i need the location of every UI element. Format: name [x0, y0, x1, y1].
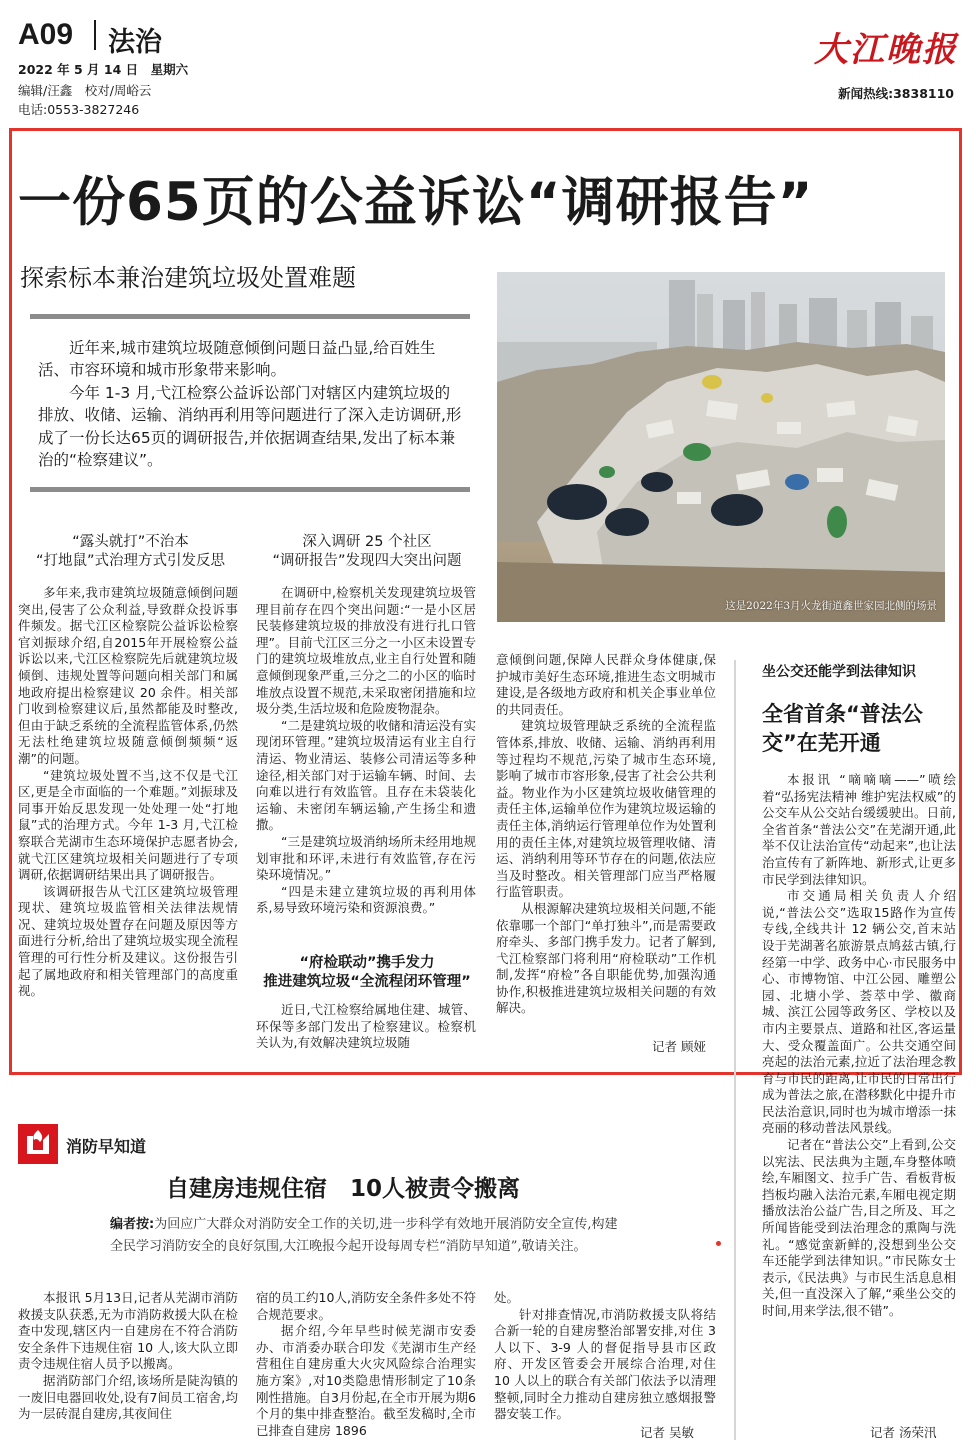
side-headline: 全省首条“普法公交”在芜开通: [762, 702, 923, 755]
paragraph: 宿的员工约10人,消防安全条件多处不符合规范要求。: [256, 1290, 476, 1322]
article-column-3: [496, 652, 716, 1017]
photo-illustration: [497, 272, 945, 622]
paragraph: 本报讯 5月13日,记者从芜湖市消防救援支队获悉,无为市消防救援大队在检查中发现,辖区内一自建房在不符合消防安全条件下违规住宿 10 人,该大队立即责令违规住宿人员予以搬离。: [18, 1290, 238, 1372]
fire-column-2: [256, 1290, 476, 1439]
article-byline: 记者 顾娅: [652, 1039, 706, 1054]
decorative-dot: [716, 1241, 721, 1246]
editor-credit: 编辑/汪鑫 校对/周峪云: [18, 83, 152, 98]
paragraph: 据介绍,今年早些时候芜湖市安委办、市消委办联合印发《芜湖市生产经营租住自建房重大火灾风险综合治理实施方案》,对10类隐患情形制定了10条刚性措施。自3月份起,在全市开展为期6个月的集中排查整治。截至发稿时,全市已排查自建房 1896: [256, 1323, 476, 1438]
subhead-section-3: [256, 954, 478, 992]
paragraph: 多年来,我市建筑垃圾随意倾倒问题突出,侵害了公众利益,导致群众投诉事件频发。据弋江区检察院公益诉讼检察官刘振球介绍,自2015年开展检察公益诉讼以来,弋江区检察院先后就建筑垃圾倾倒、违规处置等问题向相关部门和属地政府提出检察建议 20 余件。相关部门收到检察建议后,虽然都能及时整改,但由于缺乏系统的全流程监管体系,仍然无法杜绝建筑垃圾随意倾倒频频“返潮”的问题。: [18, 585, 238, 766]
subhead-line: “露头就打”不治本: [72, 534, 189, 550]
paragraph: “建筑垃圾处置不当,这不仅是弋江区,更是全市面临的一个难题。”刘振球及同事开始反思发现一处处理一处“打地鼠”式的治理方式。今年 1-3 月,弋江检察联合芜湖市生态环境保护志愿者协会,就弋江区建筑垃圾相关问题进行了专项调研,依据调研结果出具了调研报告。: [18, 767, 238, 883]
subhead-line: 推进建筑垃圾“全流程闭环管理”: [263, 974, 471, 990]
lead-paragraphs: [38, 337, 463, 471]
subhead-line: 深入调研 25 个社区: [302, 534, 432, 550]
paragraph: 本报讯 “嘀嘀嘀——”喷绘着“弘扬宪法精神 维护宪法权威”的公交车从公交站台缓缓驶出。日前,全省首条“普法公交”在芜湖开通,此举不仅让法治宣传“动起来”,也让法治宣传有了新阵地、新形式,让更多市民学到法律知识。: [762, 772, 956, 887]
main-subhead: 探索标本兼治建筑垃圾处置难题: [20, 264, 356, 292]
paragraph: 针对排查情况,市消防救援支队将结合新一轮的自建房整治部署安排,对住 3 人以下、3-9 人的督促指导县市区政府、开发区管委会开展综合治理,对住 10 人以上的联合有关部门依法予以清理整顿,同时全力推动自建房独立感烟报警器安装工作。: [494, 1306, 716, 1422]
main-headline: 一份65页的公益诉讼“调研报告”: [18, 172, 814, 233]
lead-top-rule: [30, 314, 470, 319]
paragraph: “三是建筑垃圾消纳场所未经用地规划审批和环评,未进行有效监管,存在污染环境情况。”: [256, 833, 476, 883]
paragraph: 处。: [494, 1290, 520, 1305]
fire-column-3: [494, 1290, 716, 1423]
paragraph: 该调研报告从弋江区建筑垃圾管理现状、建筑垃圾监管相关法律法规情况、建筑垃圾处置存在问题及原因等方面进行分析,给出了建筑垃圾实现全流程管理的可行性分析及建议。这份报告引起了属地政府和相关管理部门的高度重视。: [18, 883, 238, 999]
subhead-line: “打地鼠”式治理方式引发反思: [35, 553, 226, 569]
side-byline: 记者 汤荣汛: [870, 1425, 937, 1440]
fire-byline: 记者 吴敏: [640, 1425, 694, 1440]
flame-icon: [18, 1124, 58, 1164]
section-name: 法治: [108, 27, 162, 58]
page-number: A09: [18, 18, 74, 51]
construction-waste-photo: [497, 272, 945, 622]
editor-note-label: 编者按:: [110, 1217, 155, 1232]
subhead-line: “府检联动”携手发力: [299, 955, 435, 971]
news-hotline: 新闻热线:3838110: [838, 86, 954, 101]
paragraph: 意倾倒问题,保障人民群众身体健康,保护城市美好生态环境,推进生态文明城市建设,是各级地方政府和机关企事业单位的共同责任。: [496, 652, 716, 717]
editor-note: [110, 1214, 628, 1258]
fire-column-icon: [18, 1124, 58, 1164]
lead-paragraph: 近年来,城市建筑垃圾随意倾倒问题日益凸显,给百姓生活、市容环境和城市形象带来影响。: [38, 339, 436, 380]
editor-note-text: 为回应广大群众对消防安全工作的关切,进一步科学有效地开展消防安全宣传,构建全民学习消防安全的良好氛围,大江晚报今起开设每周专栏“消防早知道”,敬请关注。: [110, 1217, 618, 1254]
lead-bottom-rule: [30, 487, 470, 492]
article-column-2: [256, 585, 476, 917]
newspaper-logo: 大江晚报: [814, 30, 958, 70]
fire-headline: 自建房违规住宿 10人被责令搬离: [166, 1176, 521, 1202]
fire-column-1: [18, 1290, 238, 1423]
paragraph: 从根源解决建筑垃圾相关问题,不能依靠哪一个部门“单打独斗”,而是需要政府牵头、多部门携手发力。记者了解到,弋江检察部门将利用“府检联动”工作机制,发挥“府检”各自职能优势,加强沟通协作,积极推进建筑垃圾相关问题的有效解决。: [496, 900, 716, 1016]
fire-column-name: 消防早知道: [66, 1137, 147, 1156]
paragraph: “二是建筑垃圾的收储和清运没有实现闭环管理。”建筑垃圾清运有业主自行清运、物业清运、装修公司清运等多种途径,相关部门对于运输车辆、时间、去向难以进行有效监管。且存在未袋装化运输、未密闭车辆运输,产生扬尘和遗撒。: [256, 717, 476, 833]
paragraph: “四是未建立建筑垃圾的再利用体系,易导致环境污染和资源浪费。”: [256, 883, 476, 916]
editor-phone: 电话:0553-3827246: [18, 102, 140, 117]
header-divider: [94, 20, 96, 50]
paragraph: 记者在“普法公交”上看到,公交以宪法、民法典为主题,车身整体喷绘,车厢图文、拉手广告、看板背板挡板均融入法治元素,车厢电视定期播放法治公益广告,目之所及、耳之所闻皆能受到法治理念的熏陶与洗礼。“感觉蛮新鲜的,没想到坐公交车还能学到法律知识。”市民陈女士表示,《民法典》与市民生活息息相关,但一直没深入了解,“乘坐公交的时间,用来学法,很不错”。: [762, 1137, 956, 1318]
side-article-body: [762, 772, 956, 1320]
subhead-line: “调研报告”发现四大突出问题: [272, 553, 462, 569]
side-column-divider: [734, 660, 736, 1440]
photo-caption: 这是2022年3月火龙街道鑫世家园北侧的场景: [725, 600, 937, 612]
paragraph: 据消防部门介绍,该场所是陡沟镇的一废旧电器回收处,设有7间员工宿舍,均为一层砖混自建房,其夜间住: [18, 1372, 238, 1422]
subhead-section-1: [18, 533, 243, 571]
article-column-1: [18, 585, 238, 1000]
paragraph: 市交通局相关负责人介绍说,“普法公交”选取15路作为宣传专线,全线共计 12 辆公交,首末站设于芜湖著名旅游景点鸠兹古镇,行经第一中学、政务中心·市民服务中心、市博物馆、中江公园、雕塑公园、北塘小学、荟萃中学、徽商城、滨江公园等政务区、学校以及市内主要景点、道路和社区,客运量大、受众覆盖面广。公共交通空间亮起的法治元素,拉近了法治理念教育与市民的距离,让市民的日常出行成为普法之旅,在潜移默化中提升市民法治意识,同时也为城市增添一抹亮丽的移动普法风景线。: [762, 888, 956, 1136]
side-kicker: 坐公交还能学到法律知识: [762, 664, 916, 680]
issue-date: 2022 年 5 月 14 日 星期六: [18, 62, 189, 77]
paragraph: 建筑垃圾管理缺乏系统的全流程监管体系,排放、收储、运输、消纳再利用等过程均不规范,污染了城市生态环境,影响了城市市容形象,侵害了社会公共利益。物业作为小区建筑垃圾收储管理的责任主体,运输单位作为建筑垃圾运输的责任主体,消纳运行管理单位作为处置利用的责任主体,对建筑垃圾管理收储、清运、消纳利用等环节存在的问题,依法应当及时整改。相关管理部门应当严格履行监管职责。: [496, 718, 716, 900]
lead-paragraph: 今年 1-3 月,弋江检察公益诉讼部门对辖区内建筑垃圾的排放、收储、运输、消纳再利用等问题进行了深入走访调研,形成了一份长达65页的调研报告,并依据调查结果,发出了标本兼治的“检察建议”。: [38, 383, 462, 470]
subhead-section-2: [256, 533, 478, 571]
paragraph: 近日,弋江检察给属地住建、城管、环保等多部门发出了检察建议。检察机关认为,有效解决建筑垃圾随: [256, 1002, 476, 1051]
article-column-2-lower: [256, 1002, 476, 1052]
paragraph: 在调研中,检察机关发现建筑垃圾管理目前存在四个突出问题:“一是小区居民装修建筑垃圾的排放没有进行扎口管理”。目前弋江区三分之一小区未设置专门的建筑垃圾堆放点,业主自行处置和随意倾倒现象严重,三分之二的小区的临时堆放点设置不规范,未采取密闭措施和垃圾分类,生活垃圾和危险废物混杂。: [256, 585, 476, 717]
